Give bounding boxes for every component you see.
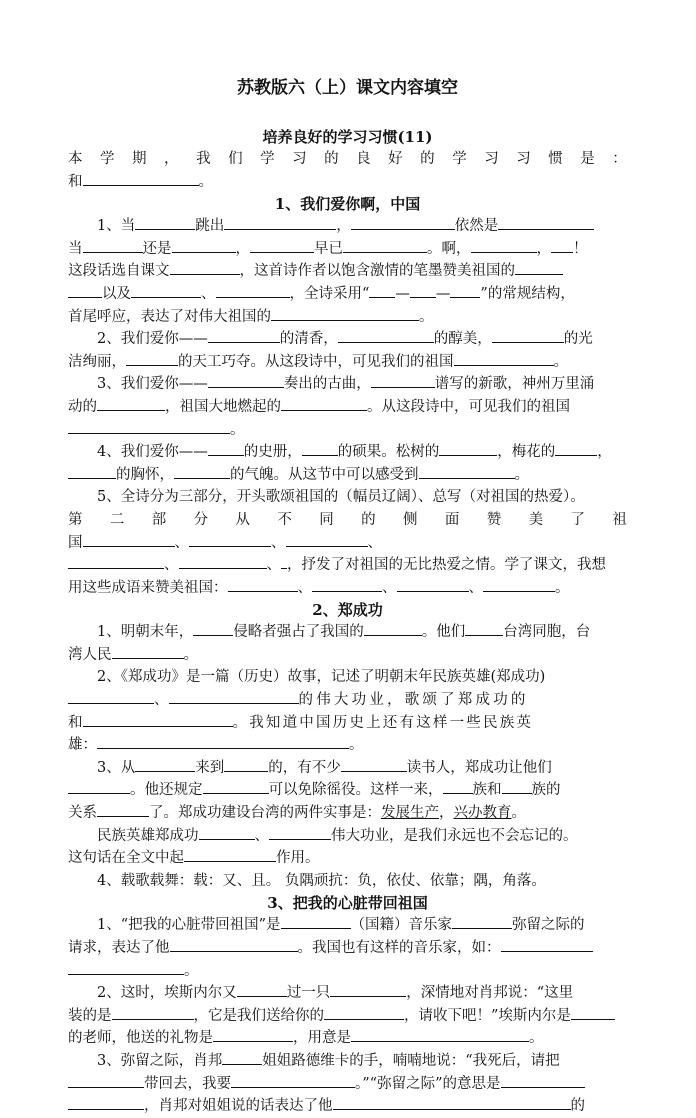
s3-p3-line: 带回去，我要 。”“弥留之际”的意思是 <box>68 1073 627 1096</box>
char: 第 <box>68 511 83 528</box>
blank[interactable] <box>68 464 116 479</box>
s3-p1-line: 请求，表达了他 。我国也有这样的音乐家，如： <box>68 937 627 960</box>
blank[interactable] <box>343 238 427 253</box>
blank[interactable] <box>250 238 314 253</box>
blank[interactable] <box>83 171 199 186</box>
blank[interactable] <box>97 396 165 411</box>
blank[interactable] <box>131 283 201 298</box>
s3-p1-line: 1、“把我的心脏带回祖国”是 （国籍）音乐家 弥留之际的 <box>68 914 627 937</box>
char: 同 <box>319 511 334 528</box>
blank[interactable] <box>112 644 184 659</box>
blank[interactable] <box>419 464 515 479</box>
section-3-title: 3、把我的心脏带回祖国 <box>267 894 428 913</box>
char: 了 <box>570 511 585 528</box>
blank[interactable] <box>351 1027 529 1042</box>
blank[interactable] <box>571 1005 615 1020</box>
blank[interactable] <box>193 621 233 636</box>
blank[interactable] <box>501 937 593 952</box>
blank[interactable] <box>208 328 280 343</box>
blank[interactable] <box>501 1073 585 1088</box>
char: 我 <box>196 151 211 167</box>
blank[interactable] <box>333 1095 571 1110</box>
s3-p3-line: ，肖邦对姐姐说的话表达了他 的 <box>68 1095 627 1118</box>
s2-p2-line: 雄： 。 <box>68 734 627 757</box>
s2-p3-line: 3、从 来到 的，有不少 读书人，郑成功让他们 <box>68 757 627 780</box>
s3-p1-line: 。 <box>68 960 627 983</box>
s2-p5-line: 4、载歌载舞：载：又、且。 负隅顽抗：负，依仗、依靠；隅，角落。 <box>97 872 546 889</box>
blank[interactable] <box>454 351 554 366</box>
char: 学 <box>100 151 115 167</box>
blank[interactable] <box>208 373 284 388</box>
s2-p4-line: 这句话在全文中起 作用。 <box>68 847 627 870</box>
blank[interactable] <box>172 238 236 253</box>
blank[interactable] <box>452 914 512 929</box>
blank[interactable] <box>68 283 102 298</box>
worksheet-title: 苏教版六（上）课文内容填空 <box>237 78 458 98</box>
blank[interactable] <box>369 283 395 298</box>
char: 本 <box>68 151 83 167</box>
s2-p2-line: 2、《郑成功》是一篇（历史）故事，记述了明朝末年民族英雄(郑成功) <box>97 669 546 686</box>
blank[interactable] <box>498 215 594 230</box>
char: 的 <box>361 511 376 528</box>
section-2-title: 2、郑成功 <box>312 601 383 620</box>
blank[interactable] <box>231 1073 355 1088</box>
s1-p1-line: 当 还是 ， 早已 。啊， ， ！ <box>68 238 627 261</box>
s1-p5-line <box>68 509 627 532</box>
char: 惯 <box>548 151 563 167</box>
char: 良 <box>356 151 371 167</box>
blank[interactable] <box>97 734 349 749</box>
s1-p5-line: 国 、 、 、 <box>68 532 627 555</box>
blank[interactable] <box>222 1050 262 1065</box>
char: 二 <box>109 511 125 528</box>
s3-p3-line: 3、弥留之际，肖邦 姐姐路德维卡的手，喃喃地说：“我死后，请把 <box>68 1050 627 1073</box>
blank[interactable] <box>68 1073 144 1088</box>
blank[interactable] <box>174 464 230 479</box>
blank[interactable] <box>83 712 233 727</box>
blank[interactable] <box>169 689 299 704</box>
s1-p3-line: 动的 ，祖国大地燃起的 。从这段诗中，可见我们的祖国 <box>68 396 627 419</box>
s2-p3-line: 关系 了。郑成功建设台湾的两件实事是：发展生产，兴办教育。 <box>68 802 627 825</box>
char: 学 <box>260 151 275 167</box>
blank[interactable] <box>483 577 555 592</box>
blank[interactable] <box>216 283 290 298</box>
char: 不 <box>277 511 292 528</box>
char: 侧 <box>403 511 418 528</box>
blank[interactable] <box>286 532 368 547</box>
blank[interactable] <box>83 238 143 253</box>
blank[interactable] <box>312 577 382 592</box>
s3-p2-line: 2、这时，埃斯内尔又 过一只 ，深情地对肖邦说：“这里 <box>68 982 627 1005</box>
char: 赞 <box>486 511 502 528</box>
s3-p2-line: 装的是 ，它是我们送给你的 ，请收下吧！”埃斯内尔是 <box>68 1005 627 1028</box>
blank[interactable] <box>330 982 406 997</box>
blank[interactable] <box>228 577 298 592</box>
blank[interactable] <box>302 441 338 456</box>
blank[interactable] <box>213 1027 293 1042</box>
s1-p3-line: 3、我们爱你—— 奏出的古曲， 谱写的新歌，神州万里涌 <box>68 373 627 396</box>
section-1-title: 1、我们爱你啊，中国 <box>274 195 421 214</box>
blank[interactable] <box>351 215 455 230</box>
s1-p1-line: 首尾呼应，表达了对伟大祖国的 。 <box>68 306 627 329</box>
blank[interactable] <box>126 351 178 366</box>
blank[interactable] <box>555 441 597 456</box>
s2-p1-line: 1、明朝末年， 侵略者强占了我国的 。他们 台湾同胞，台 <box>68 621 627 644</box>
blank[interactable] <box>237 982 287 997</box>
s1-p4-line: 4、我们爱你—— 的史册， 的硕果。松树的 ，梅花的 ， <box>68 441 627 464</box>
blank[interactable] <box>179 554 267 569</box>
blank[interactable] <box>281 914 351 929</box>
char: 习 <box>292 151 307 167</box>
char: 分 <box>193 511 209 528</box>
char: 的 <box>420 151 435 167</box>
blank[interactable] <box>551 238 573 253</box>
blank[interactable] <box>269 825 331 840</box>
blank[interactable] <box>224 215 336 230</box>
s1-p4-line: 的胸怀， 的气魄。从这节中可以感受到 。 <box>68 464 627 487</box>
blank[interactable] <box>364 621 422 636</box>
char: ： <box>612 151 627 167</box>
blank[interactable] <box>68 419 230 434</box>
s2-p4-line: 民族英雄郑成功 、 伟大功业，是我们永远也不会忘记的。 <box>68 825 627 848</box>
char: 部 <box>151 511 167 528</box>
s2-p2-line: 、 的伟大功业，歌颂了郑成功的 <box>68 689 627 712</box>
intro-line-1 <box>68 148 627 171</box>
s1-p3-line: 。 <box>68 419 627 442</box>
char: 好 <box>388 151 403 167</box>
blank[interactable] <box>338 328 434 343</box>
s1-p5-line: 5、全诗分为三部分，开头歌颂祖国的（幅员辽阔）、总写（对祖国的热爱）。 <box>97 489 585 506</box>
blank[interactable] <box>135 215 195 230</box>
blank[interactable] <box>203 779 269 794</box>
char: ， <box>164 151 179 167</box>
blank[interactable] <box>189 532 271 547</box>
blank[interactable] <box>97 802 149 817</box>
blank[interactable] <box>443 779 473 794</box>
s1-p1-line: 1、当 跳出 ， 依然是 <box>68 215 627 238</box>
blank[interactable] <box>371 373 435 388</box>
blank[interactable] <box>471 238 537 253</box>
s1-p2-line: 洁绚丽， 的天工巧夺。从这段诗中，可见我们的祖国 。 <box>68 351 627 374</box>
blank[interactable] <box>324 1005 404 1020</box>
blank[interactable] <box>397 577 469 592</box>
blank[interactable] <box>170 937 298 952</box>
blank[interactable] <box>341 757 407 772</box>
blank[interactable] <box>68 960 184 975</box>
s2-p3-line: 。他还规定 可以免除徭役。这样一来， 族和 族的 <box>68 779 627 802</box>
blank[interactable] <box>68 1095 144 1110</box>
blank[interactable] <box>208 441 244 456</box>
blank[interactable] <box>439 441 497 456</box>
blank[interactable] <box>199 825 255 840</box>
blank[interactable] <box>271 306 419 321</box>
blank[interactable] <box>68 689 154 704</box>
blank[interactable] <box>224 757 268 772</box>
blank[interactable] <box>410 283 436 298</box>
blank[interactable] <box>465 621 503 636</box>
intro-line-2: 和 。 <box>68 171 627 194</box>
s1-p5-line: 用这些成语来赞美祖国： 、 、 、 。 <box>68 577 627 600</box>
blank[interactable] <box>450 283 480 298</box>
char: 学 <box>452 151 467 167</box>
char: 是 <box>580 151 595 167</box>
char: 面 <box>444 511 460 528</box>
blank[interactable] <box>515 260 563 275</box>
blank[interactable] <box>502 779 532 794</box>
blank[interactable] <box>492 328 564 343</box>
s1-p2-line: 2、我们爱你—— 的清香， 的醇美， 的光 <box>68 328 627 351</box>
s3-p2-line: 的老师，他送的礼物是 ，用意是 。 <box>68 1027 627 1050</box>
s1-p1-line: 这段话选自课文 ，这首诗作者以饱含激情的笔墨赞美祖国的 <box>68 260 627 283</box>
char: 习 <box>484 151 499 167</box>
char: 的 <box>324 151 339 167</box>
s1-p1-line: 以及 、 ，全诗采用“ — — ”的常规结构， <box>68 283 627 306</box>
char: 期 <box>132 151 147 167</box>
s2-p2-line: 和 。我知道中国历史上还有这样一些民族英 <box>68 712 627 735</box>
s2-p1-line: 湾人民 。 <box>68 644 627 667</box>
blank[interactable] <box>135 757 195 772</box>
char: 美 <box>528 511 544 528</box>
blank[interactable] <box>170 260 240 275</box>
blank[interactable] <box>184 847 276 862</box>
blank[interactable] <box>68 779 130 794</box>
char: 祖 <box>612 511 627 528</box>
blank[interactable] <box>68 554 164 569</box>
s1-p5-line: 、 、 ，抒发了对祖国的无比热爱之情。学了课文，我想 <box>68 554 627 577</box>
blank[interactable] <box>83 532 175 547</box>
blank[interactable] <box>281 396 367 411</box>
lesson-title: 培养良好的学习习惯(11) <box>262 128 433 146</box>
char: 从 <box>235 511 250 528</box>
char: 们 <box>228 151 243 167</box>
char: 习 <box>516 151 531 167</box>
blank[interactable] <box>112 1005 194 1020</box>
